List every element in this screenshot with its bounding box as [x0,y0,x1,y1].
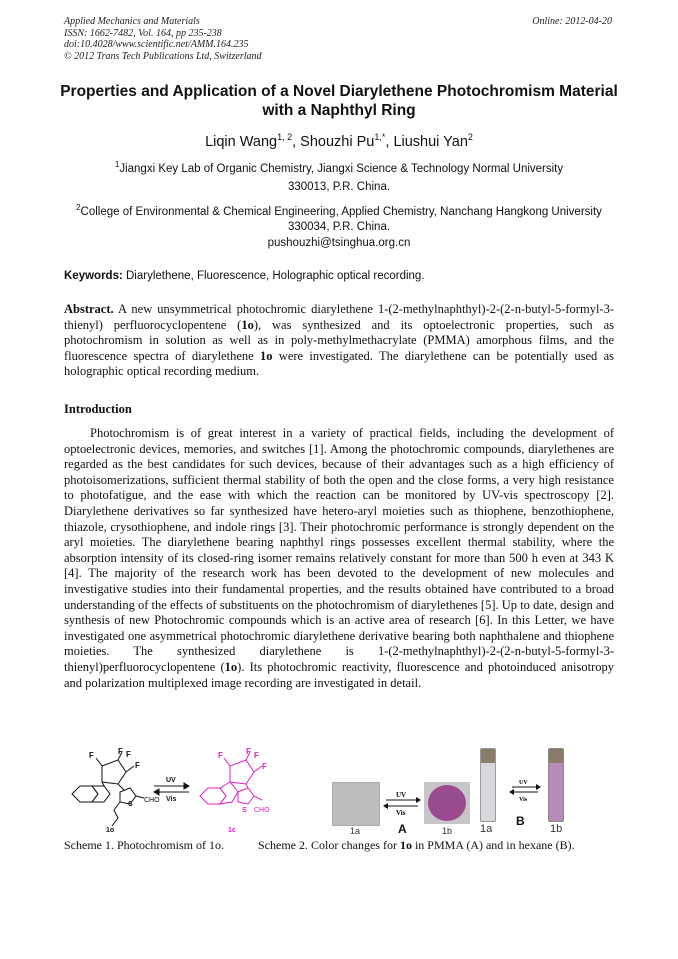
intro-part1: Photochromism is of great interest in a variety of practical fields, including the development of optoelectronic devices, memories, and switches [1]. Among the photochromic compounds, diarylethenes are regarded as the best candidates for such devices, because of their advantages such as a high efficiency of photoisomerizations, sufficient thermal stability of both the open and the close forms, a very high resistance to photofatigue, and the ease with which the reaction can be monitored by UV-vis spectroscopy [2]. Diarylethene derivatives so far synthesized have hetero-aryl moieties such as thiophene, benzothiophene, thiazole, crysothiophene, and indole rings [3]. Their photochromic performance is strongly dependent on the aryl moieties. The diarylethene bearing naphthyl rings possesses excellent thermal stability, where the absorption intensity of its closed-ring isomer remains relatively constant for more than 500 h even at 343 K [4]. The majority of the research work has been devoted to the development of new molecules and investigative studies into their fundamental properties, and the results obtained have contributed to a broad understanding of the effects of substituents on the photochromism of diarylethenes [5]. Up to date, design and synthesis of new Photochromic compounds which is an active area of research [6]. In this Letter, we have investigated one asymmetrical photochromic diarylethene derivative bearing both naphthalene and thiophene moieties. The synthesized diarylethene is 1-(2-methylnaphthyl)-2-(2-n-butyl-5-formyl-3-thienyl)perfluorocyclopentene ( [64,426,614,674]
author-1: Liqin Wang [205,133,278,150]
email: pushouzhi@tsinghua.org.cn [267,237,411,249]
affiliation-2 [60,200,618,235]
keywords-label: Keywords: [64,270,123,282]
hexane-vial-1b [548,748,564,822]
caption-part1: Scheme 2. Color changes for [258,838,400,852]
purple-film-spot [428,785,466,821]
pmma-film-1a [332,782,380,826]
paper-title: Properties and Application of a Novel Diarylethene Photochromism Material with a Naphthyl Ring [60,83,618,119]
hexane-vial-1a [480,748,496,822]
keywords [64,270,616,282]
pmma-film-1b [424,782,470,824]
f-label: F [118,748,123,756]
abstract [64,302,614,380]
f-label: F [254,751,259,760]
cho-label: CHO [144,797,160,804]
online-date: Online: 2012-04-20 [532,16,612,27]
introduction-paragraph [64,426,614,691]
film-label-1b: 1b [442,826,453,836]
label-1o: 1o [106,827,115,834]
cho-label: CHO [254,807,270,814]
abstract-part3: were investigated. The diarylethene can be potentially used as holographic optical recording medium. [64,348,614,379]
sulfur-label: S [128,801,133,808]
caption-part2: in PMMA (A) and in hexane (B). [411,838,575,852]
scheme2-arrows-b [508,776,542,802]
compound-1o: 1o [224,659,238,674]
compound-1o: 1o [241,317,254,332]
abstract-part2: ), was synthesized and its optoelectronic properties, such as photochromism in solution as well as in poly-methylmethacrylate (PMMA) amorphous films, and the fluorescence spectra of diarylethene [64,317,614,363]
author-line: Liqin Wang$^{1, 2}$, Shouzhi $Pu^{1,*}$, Liushui Yan$^2$ [205,132,473,150]
author-2: Shouzhi Pu [300,133,375,150]
intro-part2: ). Its photochromic reactivity, fluorescence and photoinduced anisotropy and polarization multiplexed image recording are investigated in detail. [64,659,614,690]
f-label: F [89,751,94,760]
f-label: F [246,748,251,756]
sulfur-label: S [242,807,247,814]
aff2-num: 2 [76,203,81,212]
f-label: F [135,761,140,770]
structure-1o [72,752,144,826]
label-1c: 1c [228,827,236,834]
vial-label-1a: 1a [480,823,493,835]
cyclopentene-ring-1c [230,760,254,784]
uv-label: UV [519,780,528,786]
uv-label: UV [396,791,407,799]
aff1-num: 1 [114,160,120,169]
vis-label: Vis [166,796,177,803]
vis-label: Vis [396,809,406,816]
compound-1o: 1o [259,348,273,363]
author-3: Liushui Yan [393,133,468,150]
abstract-part1: A new unsymmetrical photochromic diarylethene 1-(2-methylnaphthyl)-2-(2-n-butyl-5-formyl-3-thienyl) perfluorocyclopentene ( [64,302,614,332]
panel-label-a: A [398,822,407,836]
scheme2-arrows-a [382,788,422,816]
journal-header [64,16,262,62]
issn: ISSN: 1662-7482, Vol. 164, pp 235-238 [64,27,222,39]
copyright: © 2012 Trans Tech Publications Ltd, Switzerland [64,50,262,62]
doi: doi:10.4028/www.scientific.net/AMM.164.235 [64,39,249,50]
keywords-text: Diarylethene, Fluorescence, Holographic optical recording. [126,270,425,282]
naphthalene-ring-b [92,786,110,802]
vis-label: Vis [519,797,528,802]
vial-cap [481,749,495,763]
structure-1c [200,752,262,804]
scheme1-figure [62,748,274,836]
author-3-sup: 2 [467,132,473,142]
f-label: F [126,750,131,759]
vial-label-1b: 1b [550,823,563,835]
vial-cap [549,749,563,763]
film-label-1a: 1a [350,826,361,836]
affiliation-1 [60,157,618,177]
aff1-text: Jiangxi Key Lab of Organic Chemistry, Jiangxi Science & Technology Normal University [119,162,564,175]
scheme2-caption [258,838,575,853]
affiliation-1-line2: 330013, P.R. China. [287,181,391,193]
compound-1o: 1o [399,838,412,852]
scheme1-caption: Scheme 1. Photochromism of 1o. [64,838,224,852]
panel-label-b: B [516,814,525,828]
uv-label: UV [166,777,176,784]
cyclopentene-ring-1o [102,760,126,784]
author-2-sup: 1, [374,132,382,142]
thiophene-ring-1c [238,788,254,804]
f-label: F [218,751,223,760]
author-1-sup: 1, 2 [277,132,293,142]
photo-arrows [154,783,189,795]
f-label: F [262,762,267,771]
abstract-label: Abstract. [64,302,114,316]
journal-name: Applied Mechanics and Materials [64,16,200,27]
section-heading-introduction: Introduction [64,402,132,416]
aff2-text: College of Environmental & Chemical Engineering, Applied Chemistry, Nanchang Hangkong University 330034, P.R. China. [80,205,602,233]
